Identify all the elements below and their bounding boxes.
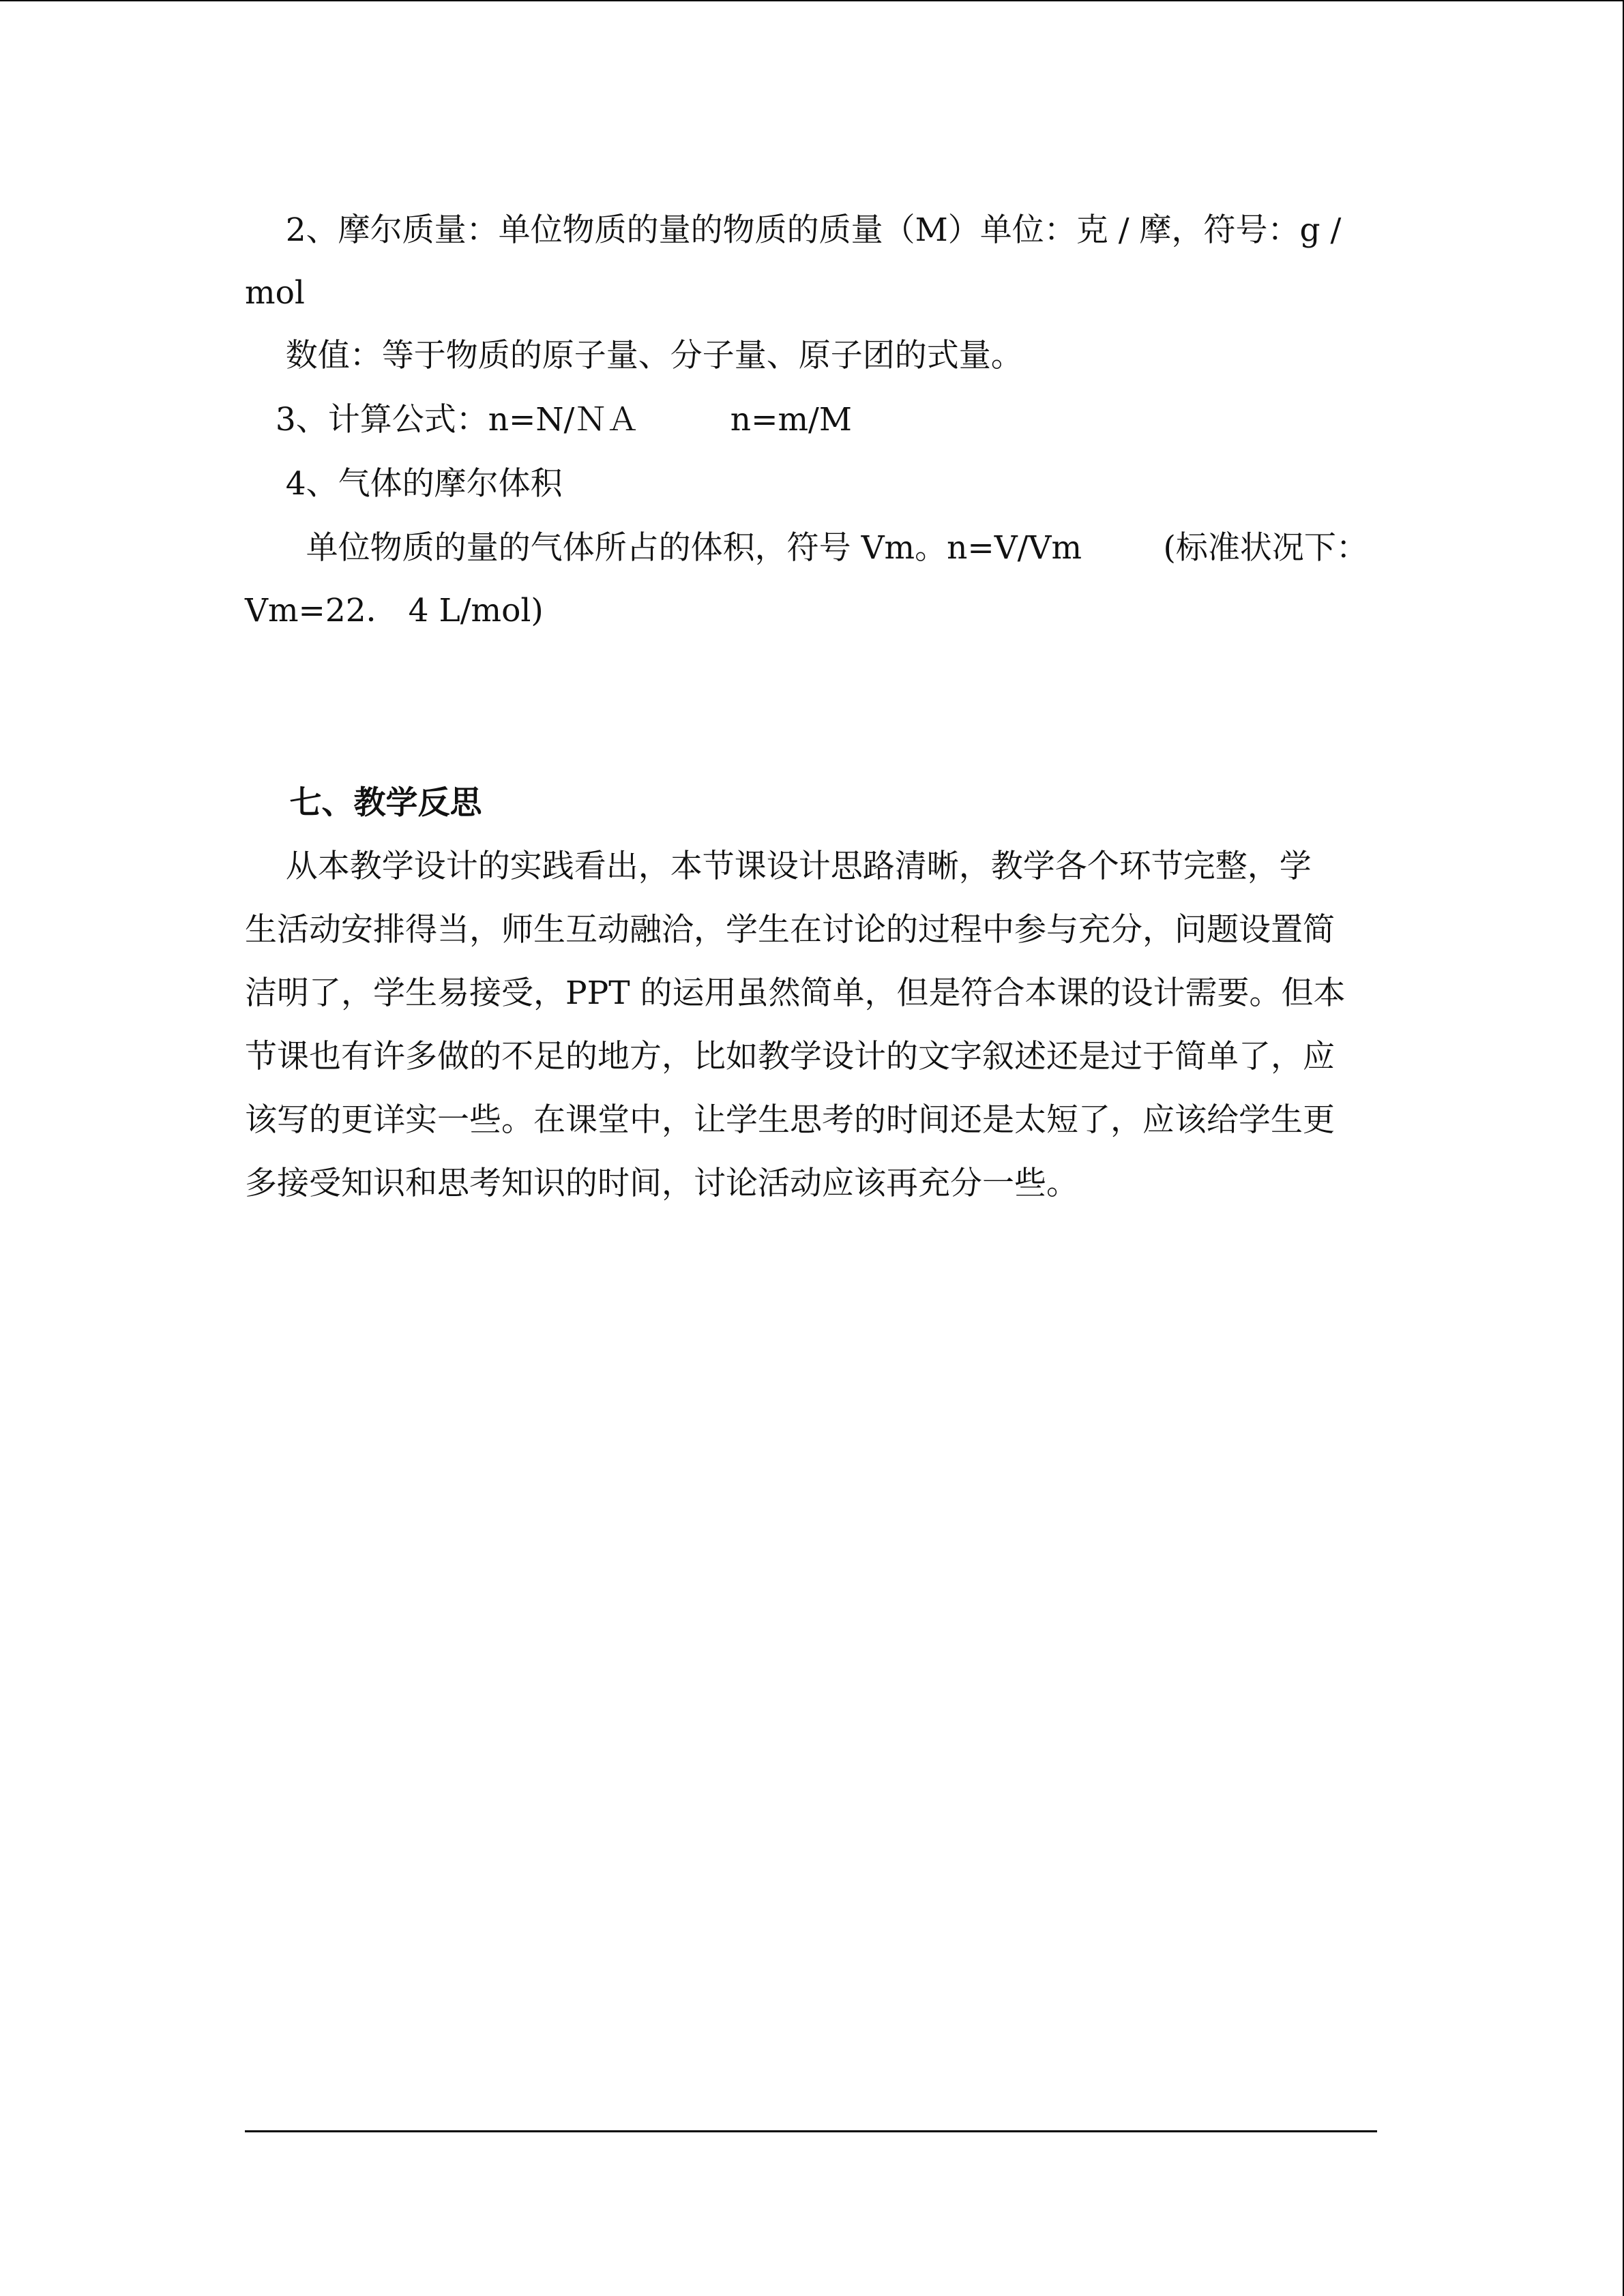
gas-molar-volume-line-2: Vm=22． 4 L/mol) [245,592,544,629]
gas-molar-volume-heading: 4、气体的摩尔体积 [245,465,563,503]
page-border-top [0,0,1624,1]
reflection-line-5: 该写的更详实一些。在课堂中，让学生思考的时间还是太短了，应该给学生更 [245,1101,1335,1139]
section-heading: 七、教学反思 [245,784,482,822]
formula-line: 3、计算公式：n=N/ＮＡ n=m/M [245,401,852,438]
molar-mass-definition-line-1: 2、摩尔质量：单位物质的量的物质的质量（M）单位：克 / 摩，符号：g / [245,211,1342,249]
footer-rule [245,2130,1377,2132]
gas-molar-volume-line-1: 单位物质的量的气体所占的体积，符号 Vm。n=V/Vm (标准状况下： [245,529,1368,567]
reflection-line-1: 从本教学设计的实践看出，本节课设计思路清晰，教学各个环节完整，学 [245,848,1312,885]
reflection-line-4: 节课也有许多做的不足的地方，比如教学设计的文字叙述还是过于简单了，应 [245,1038,1335,1075]
reflection-line-2: 生活动安排得当，师生互动融洽，学生在讨论的过程中参与充分，问题设置简 [245,911,1335,949]
molar-mass-value-line: 数值：等于物质的原子量、分子量、原子团的式量。 [245,337,1023,374]
molar-mass-definition-line-2: mol [245,274,305,312]
reflection-line-3: 洁明了，学生易接受，PPT 的运用虽然简单，但是符合本课的设计需要。但本 [245,974,1346,1012]
reflection-line-6: 多接受知识和思考知识的时间，讨论活动应该再充分一些。 [245,1165,1078,1202]
